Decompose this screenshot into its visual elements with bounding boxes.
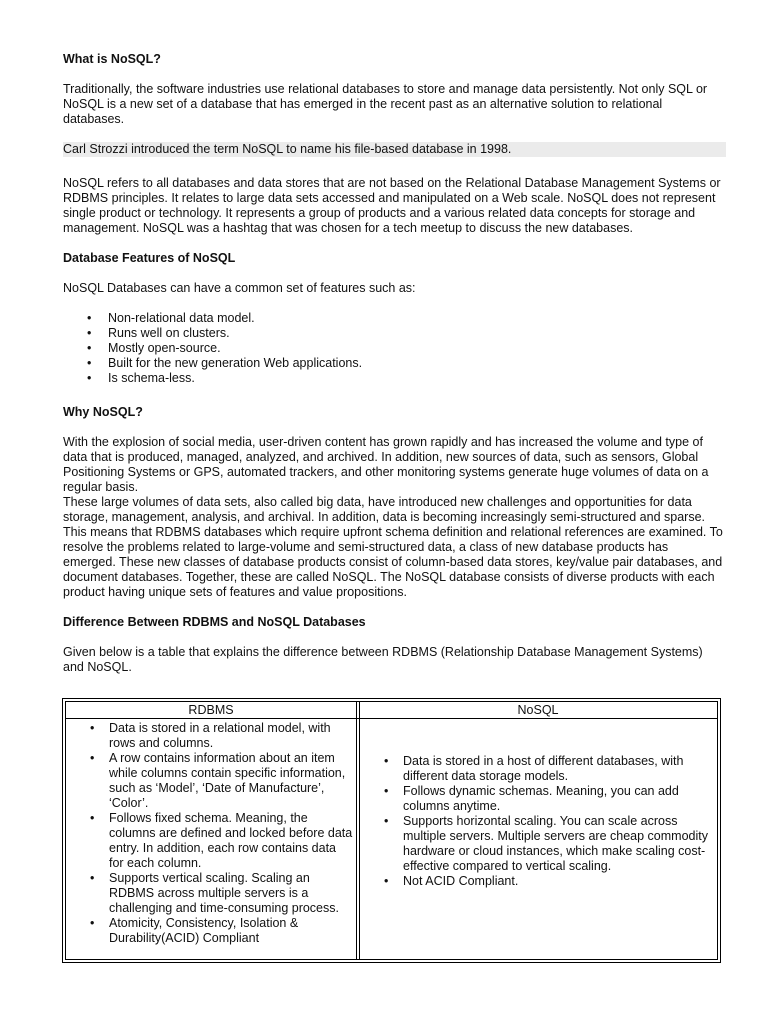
paragraph-strozzi: Carl Strozzi introduced the term NoSQL to name his file-based database in 1998. xyxy=(63,142,726,157)
list-item: • Supports horizontal scaling. You can scale across multiple servers. Multiple servers are cheap commodity hardware or cloud instances, which make scaling cost-effective compared to vertical scaling. xyxy=(403,814,711,874)
list-item: • Is schema-less. xyxy=(108,371,723,386)
paragraph-table-intro: Given below is a table that explains the difference between RDBMS (Relationship Database Management Systems) and NoSQL. xyxy=(63,645,703,674)
list-item: • Data is stored in a relational model, with rows and columns. xyxy=(109,721,353,751)
list-item: • Supports vertical scaling. Scaling an RDBMS across multiple servers is a challenging and time-consuming process. xyxy=(109,871,353,916)
comparison-table xyxy=(62,698,721,963)
list-item: • Data is stored in a host of different databases, with different data storage models. xyxy=(403,754,711,784)
list-item: • Mostly open-source. xyxy=(108,341,723,356)
paragraph-why-1: With the explosion of social media, user-driven content has grown rapidly and has increased the volume and type of data that is produced, managed, analyzed, and archived. In addition, new sources of data, such as sensors, Global Positioning Systems or GPS, automated trackers, and other monitoring systems generate huge volumes of data on a regular basis. xyxy=(63,435,709,494)
document-body xyxy=(63,52,723,675)
paragraph-why-2: These large volumes of data sets, also called big data, have introduced new challenges and opportunities for data storage, management, analysis, and archival. In addition, data is becoming increasingly semi-structured and sparse. This means that RDBMS databases which require upfront schema definition and relational references are examined. To resolve the problems related to large-volume and semi-structured data, a class of new database products has emerged. These new classes of database products consist of column-based data stores, key/value pair databases, and document databases. Together, these are called NoSQL. The NoSQL database consists of diverse products with each product having unique sets of features and value propositions. xyxy=(63,495,723,599)
heading-what-is-nosql: What is NoSQL? xyxy=(63,52,161,66)
rdbms-list xyxy=(66,721,356,946)
heading-difference: Difference Between RDBMS and NoSQL Databases xyxy=(63,615,366,629)
nosql-list xyxy=(360,754,717,889)
table-header-rdbms: RDBMS xyxy=(188,703,234,717)
paragraph-intro: Traditionally, the software industries use relational databases to store and manage data persistently. Not only SQL or NoSQL is a new set of a database that has emerged in the recent past as an alternative solution to relational databases. xyxy=(63,82,708,126)
heading-database-features: Database Features of NoSQL xyxy=(63,251,236,265)
table-header-nosql: NoSQL xyxy=(517,703,559,717)
list-item: • Non-relational data model. xyxy=(108,311,723,326)
list-item: • Built for the new generation Web applications. xyxy=(108,356,723,371)
features-list xyxy=(63,311,723,386)
list-item: • Not ACID Compliant. xyxy=(403,874,711,889)
list-item: • Runs well on clusters. xyxy=(108,326,723,341)
table-cell-nosql xyxy=(360,721,717,959)
table-divider xyxy=(356,702,357,959)
paragraph-nosql-definition: NoSQL refers to all databases and data stores that are not based on the Relational Database Management Systems or RDBMS principles. It relates to large data sets accessed and manipulated on a Web scale. NoSQL does not represent single product or technology. It represents a group of products and a various related data concepts for storage and management. NoSQL was a hashtag that was chosen for a tech meetup to discuss the new databases. xyxy=(63,176,721,235)
list-item: • Follows fixed schema. Meaning, the columns are defined and locked before data entry. In addition, each row contains data for each column. xyxy=(109,811,353,871)
list-item: • Atomicity, Consistency, Isolation & Durability(ACID) Compliant xyxy=(109,916,353,946)
table-divider xyxy=(66,718,717,719)
heading-why-nosql: Why NoSQL? xyxy=(63,405,143,419)
list-item: • A row contains information about an item while columns contain specific information, such as ‘Model’, ‘Date of Manufacture’, ‘Color’. xyxy=(109,751,353,811)
paragraph-features-intro: NoSQL Databases can have a common set of features such as: xyxy=(63,281,416,295)
list-item: • Follows dynamic schemas. Meaning, you can add columns anytime. xyxy=(403,784,711,814)
table-cell-rdbms xyxy=(66,721,356,946)
